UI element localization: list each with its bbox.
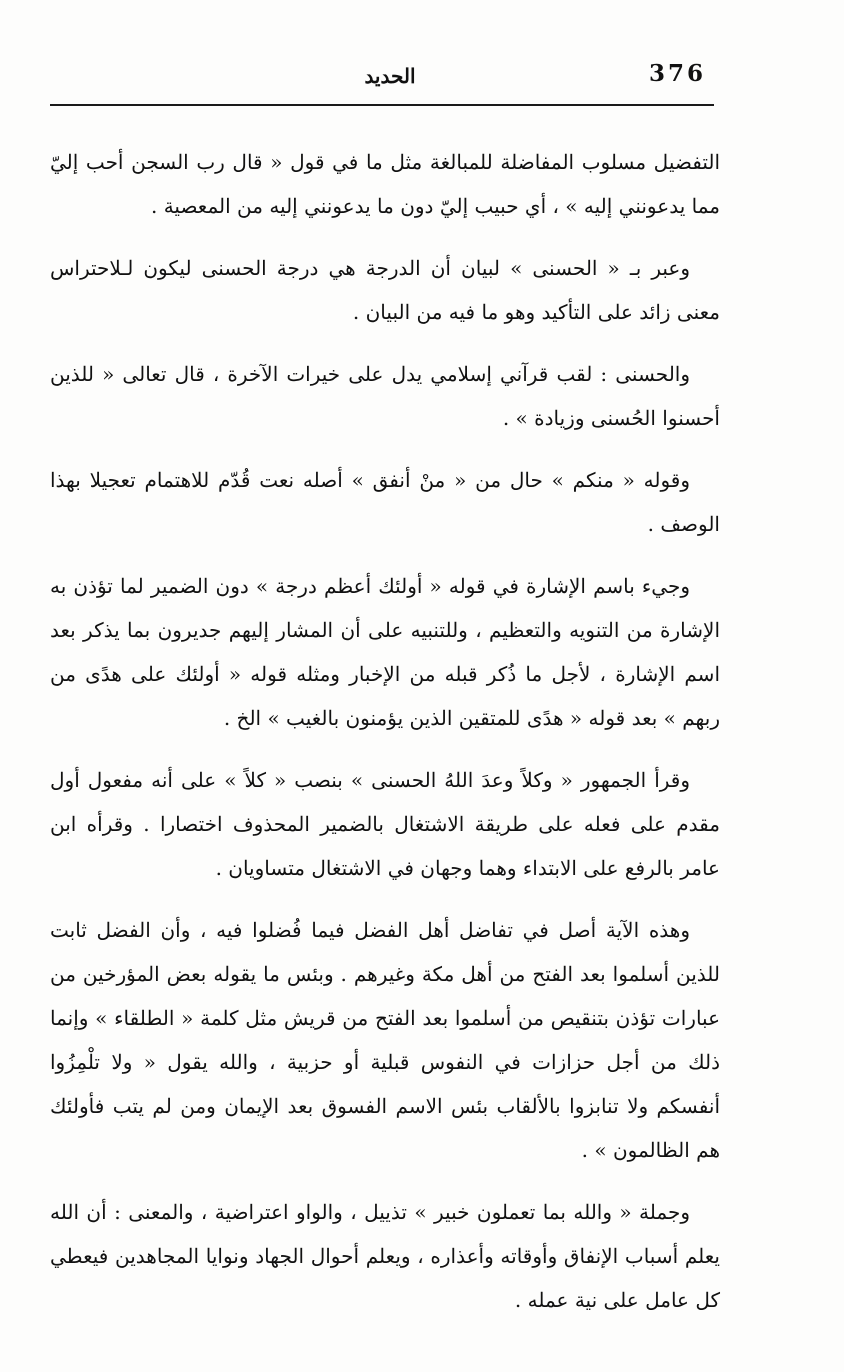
paragraph: وقرأ الجمهور « وكلاً وعدَ اللهُ الحسنى » بنصب « كلاً » على أنه مفعول أول مقدم على فعله على طريقة الاشتغال بالضمير المحذوف اختصارا . وقرأه ابن عامر بالرفع على الابتداء وهما وجهان في الاشتغال متساويان . [50,768,720,880]
paragraph: وهذه الآية أصل في تفاضل أهل الفضل فيما فُضلوا فيه ، وأن الفضل ثابت للذين أسلموا بعد الفتح من أهل مكة وغيرهم . وبئس ما يقوله بعض المؤرخين من عبارات تؤذن بتنقيص من أسلموا بعد الفتح من قريش مثل كلمة « الطلقاء » وإنما ذلك من أجل حزازات في النفوس قبلية أو حزبية ، والله يقول « ولا تلْمِزُوا أنفسكم ولا تنابزوا بالألقاب بئس الاسم الفسوق بعد الإيمان ومن لم يتب فأولئك هم الظالمون » . [50,918,720,1162]
paragraph: وقوله « منكم » حال من « منْ أنفق » أصله نعت قُدّم للاهتمام تعجيلا بهذا الوصف . [50,468,720,536]
paragraph: وجيء باسم الإشارة في قوله « أولئك أعظم درجة » دون الضمير لما تؤذن به الإشارة من التنويه والتعظيم ، وللتنبيه على أن المشار إليهم جديرون بما يذكر بعد اسم الإشارة ، لأجل ما ذُكر قبله من الإخبار ومثله قوله « أولئك على هدًى من ربهم » بعد قوله « هدًى للمتقين الذين يؤمنون بالغيب » الخ . [50,574,720,730]
paragraph: التفضيل مسلوب المفاضلة للمبالغة مثل ما في قول « قال رب السجن أحب إليّ مما يدعونني إليه » ، أي حبيب إليّ دون ما يدعونني إليه من المعصية . [50,150,720,218]
page-header [50,56,714,100]
body-text [50,140,720,1340]
running-title: الحديد [364,64,416,88]
paragraph: وجملة « والله بما تعملون خبير » تذييل ، والواو اعتراضية ، والمعنى : أن الله يعلم أسباب الإنفاق وأوقاته وأعذاره ، ويعلم أحوال الجهاد ونوايا المجاهدين فيعطي كل عامل على نية عمله . [50,1200,720,1312]
paragraph: والحسنى : لقب قرآني إسلامي يدل على خيرات الآخرة ، قال تعالى « للذين أحسنوا الحُسنى وزيادة » . [50,362,720,430]
paragraph: وعبر بـ « الحسنى » لبيان أن الدرجة هي درجة الحسنى ليكون لـلاحتراس معنى زائد على التأكيد وهو ما فيه من البيان . [50,256,720,324]
page-number: 376 [648,60,706,87]
header-rule [50,104,714,106]
